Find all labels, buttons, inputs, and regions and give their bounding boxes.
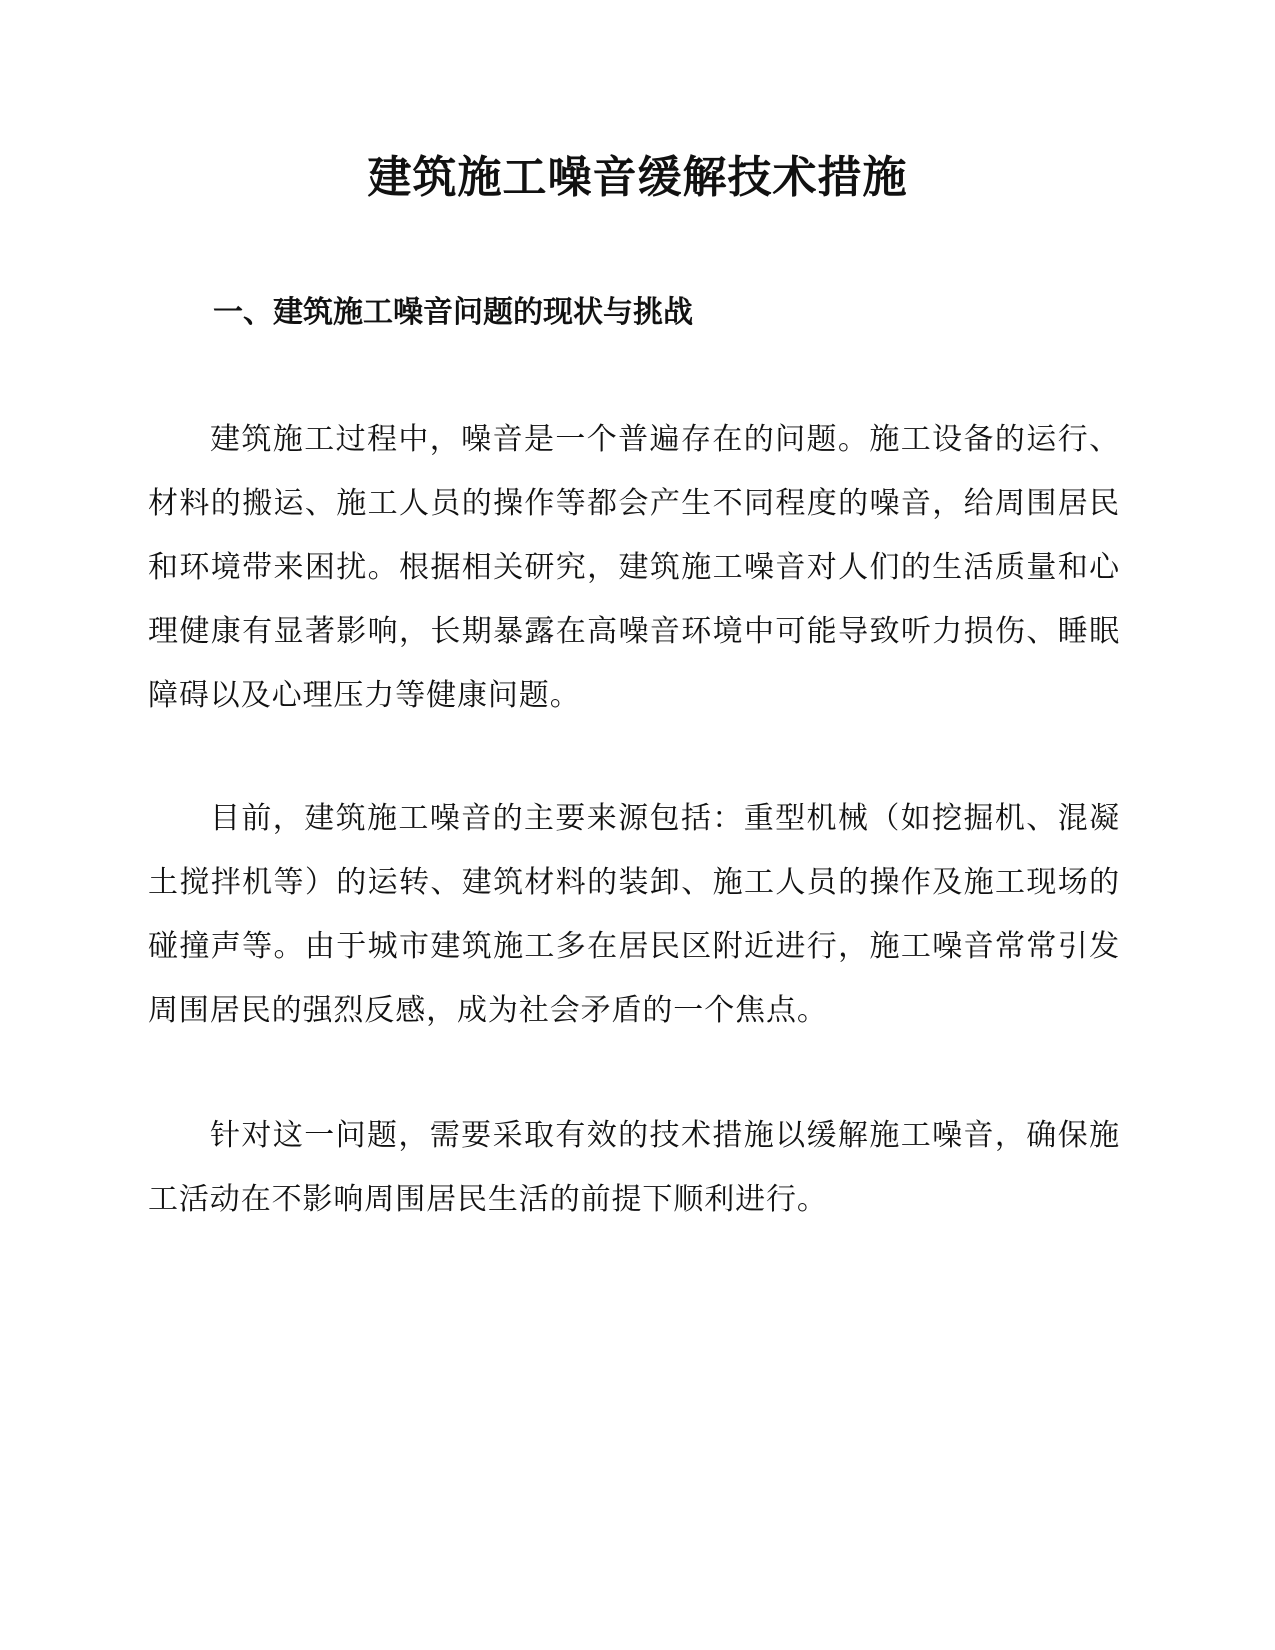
body-paragraph-3: 针对这一问题，需要采取有效的技术措施以缓解施工噪音，确保施工活动在不影响周围居民生活的前提下顺利进行。 bbox=[148, 1118, 1120, 1217]
body-paragraph-2: 目前，建筑施工噪音的主要来源包括：重型机械（如挖掘机、混凝土搅拌机等）的运转、建筑材料的装卸、施工人员的操作及施工现场的碰撞声等。由于城市建筑施工多在居民区附近进行，施工噪音常常引发周围居民的强烈反感，成为社会矛盾的一个焦点。 bbox=[148, 801, 1120, 1028]
body-paragraph-1: 建筑施工过程中，噪音是一个普遍存在的问题。施工设备的运行、材料的搬运、施工人员的操作等都会产生不同程度的噪音，给周围居民和环境带来困扰。根据相关研究，建筑施工噪音对人们的生活质量和心理健康有显著影响，长期暴露在高噪音环境中可能导致听力损伤、睡眠障碍以及心理压力等健康问题。 bbox=[148, 422, 1120, 713]
document-title: 建筑施工噪音缓解技术措施 bbox=[367, 152, 908, 203]
section-heading: 一、建筑施工噪音问题的现状与挑战 bbox=[213, 295, 693, 330]
